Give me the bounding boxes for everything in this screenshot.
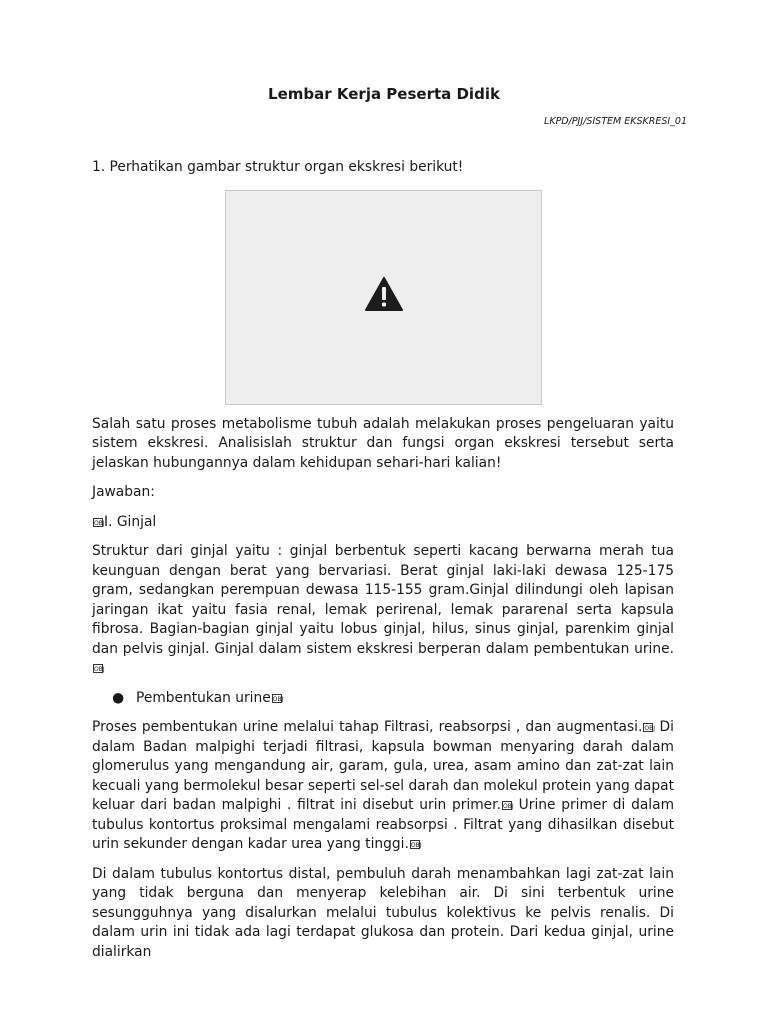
kidney-structure-paragraph: Struktur dari ginjal yaitu : ginjal berbentuk seperti kacang berwarna merah tua keunguan dengan berat yang bervariasi. Berat ginjal laki-laki dewasa 125-175 gram, sedangkan perempuan dewasa 115-155 gram.Ginjal dilindungi oleh lapisan jaringan ikat yaitu fasia renal, lemak perirenal, lemak pararenal serta kapsula fibrosa. Bagian-bagian ginjal yaitu lobus ginjal, hilus, sinus ginjal, parenkim ginjal dan pelvis ginjal. Ginjal dalam sistem ekskresi berperan dalam pembentukan urine. OBJ [92, 543, 674, 673]
document-code: LKPD/PJJ/SISTEM EKSKRESI_01 [544, 116, 687, 127]
question-prompt: 1. Perhatikan gambar struktur organ ekskresi berikut! [92, 159, 464, 175]
distal-tubule-paragraph: Di dalam tubulus kontortus distal, pembuluh darah menambahkan lagi zat-zat lain yang tidak berguna dan menyerap kelebihan air. Di sini terbentuk urine sesungguhnya yang disalurkan melalui tubulus kolektivus ke pelvis renalis. Di dalam urin ini tidak ada lagi terdapat glukosa dan protein. Dari kedua ginjal, urine dialirkan [92, 865, 674, 960]
warning-triangle-icon [365, 277, 403, 318]
object-marker: OBJ [644, 725, 656, 732]
question-body: Salah satu proses metabolisme tubuh adalah melakukan proses pengeluaran yaitu sistem ekskresi. Analisislah struktur dan fungsi organ ekskresi tersebut serta jelaskan hubungannya dalam kehidupan sehari-hari kalian! [92, 415, 674, 471]
bullet-icon: ● [112, 689, 125, 706]
object-marker: OBJ [502, 803, 514, 810]
section-heading: OBJI. Ginjal [94, 513, 157, 530]
list-item: ● Pembentukan urine OBJ [92, 689, 674, 709]
urine-process-paragraph: Proses pembentukan urine melalui tahap Filtrasi, reabsorpsi , dan augmentasi. OBJ Di dalam Badan malpighi terjadi filtrasi, kapsula bowman menyaring darah dalam glomerulus yang mengandung air, garam, gula, urea, asam amino dan zat-zat lain kecuali yang bermolekul besar seperti sel-sel darah dan molekul protein yang dapat keluar dari badan malpighi . filtrat ini disebut urin primer. OBJ Urine primer di dalam tubulus kontortus proksimal mengalami reabsorpsi . Filtrat yang dihasilkan disebut urin sekunder dengan kadar urea yang tinggi. OBJ [92, 719, 675, 852]
object-marker: OBJ [94, 666, 105, 673]
object-marker: OBJ [272, 695, 284, 703]
object-marker: OBJ [94, 519, 105, 527]
object-marker: OBJ [410, 842, 422, 849]
page-title: Lembar Kerja Peserta Didik [268, 85, 500, 103]
answer-label: Jawaban: [92, 484, 155, 500]
document-body [92, 158, 674, 972]
image-placeholder [225, 190, 542, 405]
